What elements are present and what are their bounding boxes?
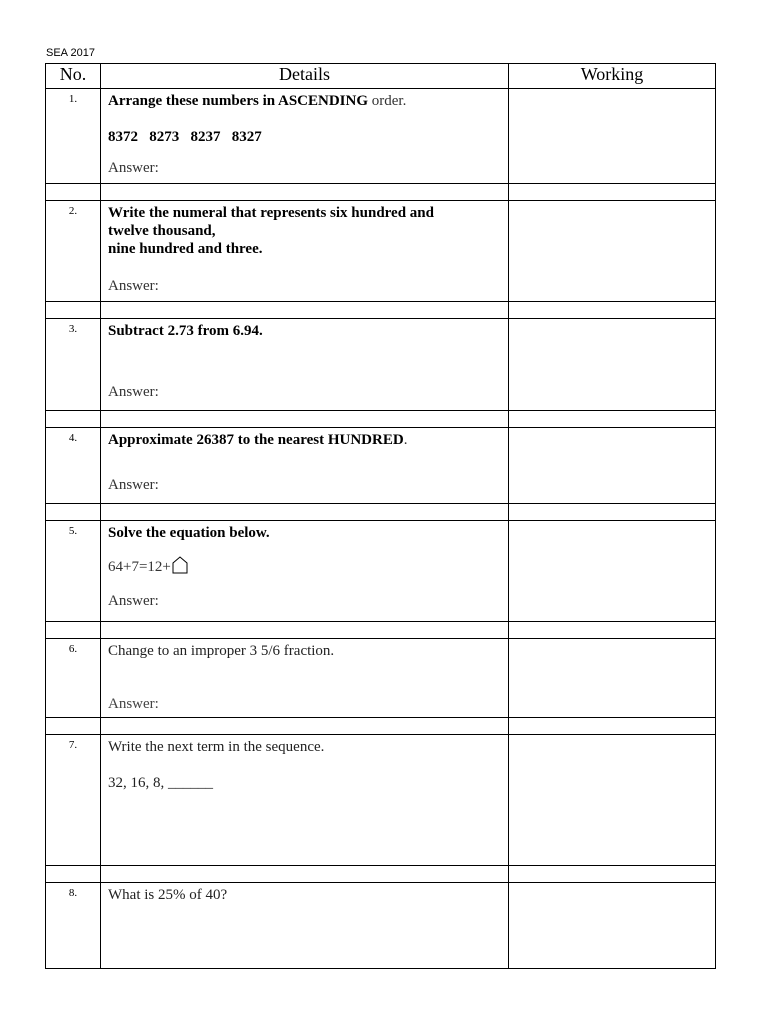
working-cell[interactable]	[509, 883, 716, 969]
question-number: 2.	[46, 201, 101, 302]
question-text: Write the numeral that represents six hundred and twelve thousand,	[108, 205, 434, 239]
question-row-4	[46, 428, 716, 504]
question-details	[101, 883, 509, 969]
question-text: Arrange these numbers in ASCENDING order.	[108, 93, 407, 109]
question-text: Change to an improper 3 5/6 fraction.	[108, 643, 335, 659]
question-text: Solve the equation below.	[108, 525, 270, 541]
question-text: Subtract 2.73 from 6.94.	[108, 323, 263, 339]
working-cell[interactable]	[509, 89, 716, 184]
question-text: Approximate 26387 to the nearest HUNDRED.	[108, 432, 408, 448]
answer-label: Answer:	[108, 384, 159, 400]
question-details	[101, 89, 509, 184]
question-row-8	[46, 883, 716, 969]
question-number: 5.	[46, 521, 101, 622]
working-cell[interactable]	[509, 319, 716, 411]
question-details	[101, 639, 509, 718]
question-row-2	[46, 201, 716, 302]
spacer-row	[46, 411, 716, 428]
question-details	[101, 428, 509, 504]
question-row-7	[46, 735, 716, 866]
question-number: 1.	[46, 89, 101, 184]
question-row-3	[46, 319, 716, 411]
spacer-row	[46, 504, 716, 521]
question-details	[101, 521, 509, 622]
spacer-row	[46, 718, 716, 735]
header-no: No.	[46, 64, 101, 89]
answer-label: Answer:	[108, 278, 159, 294]
exam-label: SEA 2017	[46, 47, 95, 59]
question-table	[45, 63, 716, 969]
spacer-row	[46, 866, 716, 883]
working-cell[interactable]	[509, 639, 716, 718]
question-number: 7.	[46, 735, 101, 866]
header-working: Working	[509, 64, 716, 89]
question-details	[101, 319, 509, 411]
header-details: Details	[101, 64, 509, 89]
question-number: 4.	[46, 428, 101, 504]
question-row-5	[46, 521, 716, 622]
question-details	[101, 201, 509, 302]
table-header-row	[46, 64, 716, 89]
equation: 64+7=12+	[108, 556, 502, 576]
question-text: Write the next term in the sequence.	[108, 739, 325, 755]
question-number: 3.	[46, 319, 101, 411]
question-number: 6.	[46, 639, 101, 718]
working-cell[interactable]	[509, 201, 716, 302]
house-shaped-blank-icon	[172, 556, 188, 574]
answer-label: Answer:	[108, 477, 159, 493]
answer-label: Answer:	[108, 593, 159, 609]
working-cell[interactable]	[509, 735, 716, 866]
question-details	[101, 735, 509, 866]
question-text: What is 25% of 40?	[108, 887, 228, 903]
working-cell[interactable]	[509, 428, 716, 504]
spacer-row	[46, 302, 716, 319]
answer-label: Answer:	[108, 696, 159, 712]
question-row-1	[46, 89, 716, 184]
question-row-6	[46, 639, 716, 718]
sequence: 32, 16, 8, ______	[108, 775, 213, 791]
answer-label: Answer:	[108, 160, 159, 176]
question-text-continued: nine hundred and three.	[108, 241, 263, 257]
spacer-row	[46, 622, 716, 639]
question-number: 8.	[46, 883, 101, 969]
spacer-row	[46, 184, 716, 201]
working-cell[interactable]	[509, 521, 716, 622]
number-list: 8372 8273 8237 8327	[108, 129, 262, 145]
